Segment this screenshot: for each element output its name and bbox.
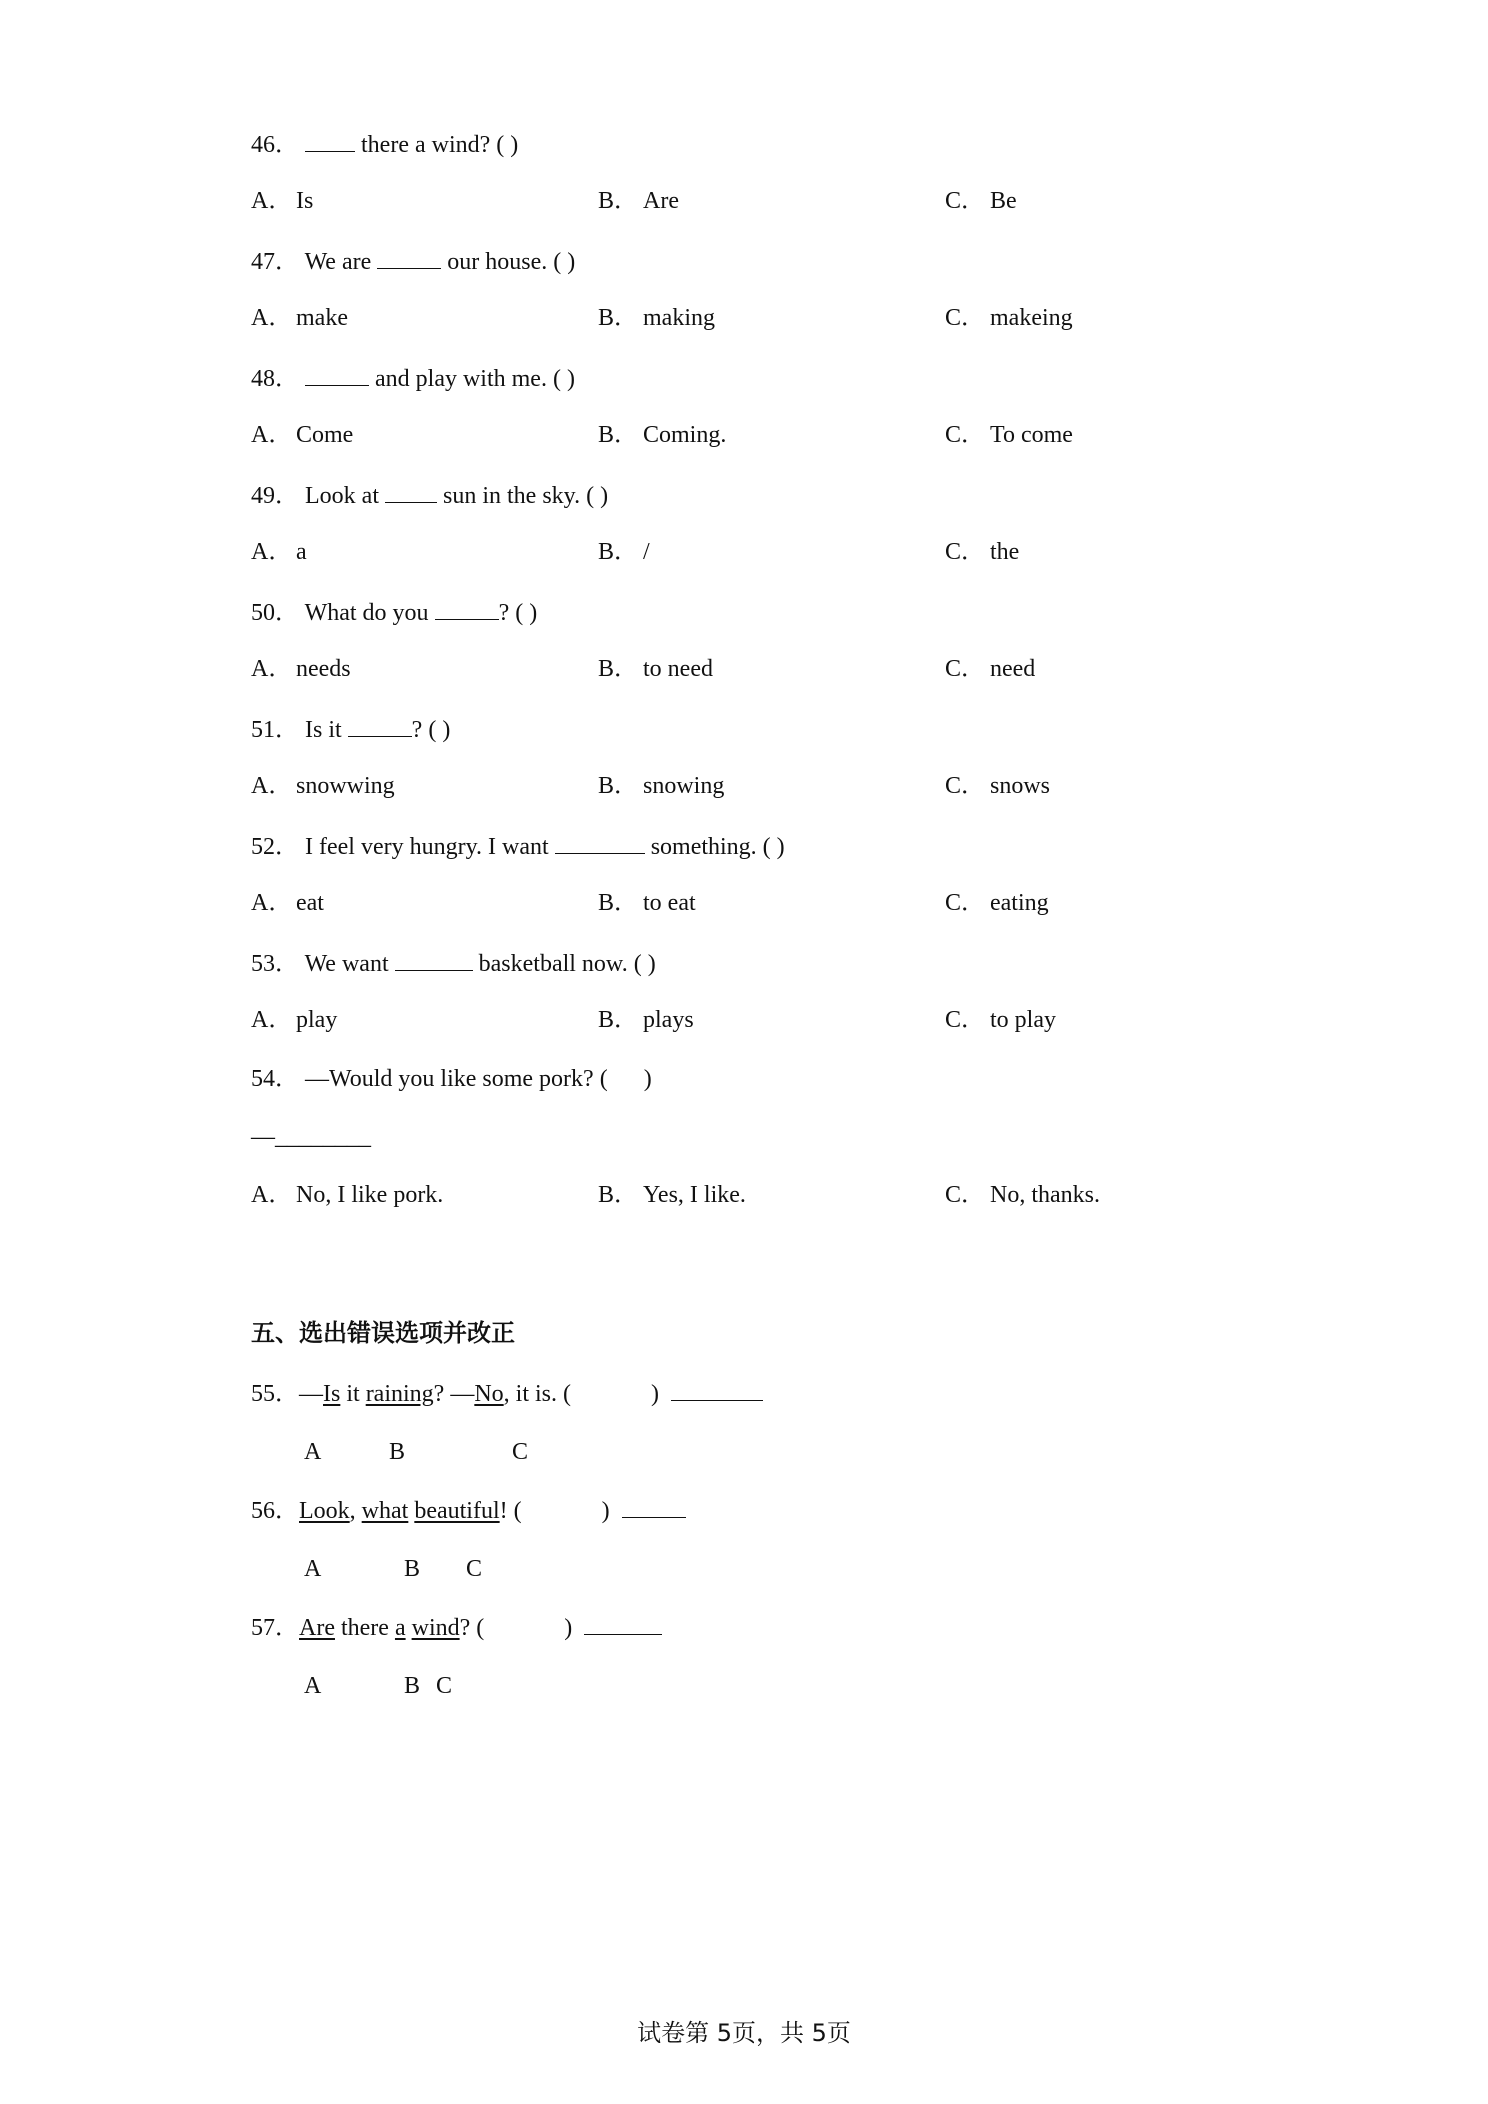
option-51-a[interactable] [251, 771, 395, 801]
option-text: eating [990, 890, 1049, 916]
letter-a: A [304, 1556, 322, 1582]
option-text: Come [296, 422, 354, 448]
option-text: make [296, 305, 348, 331]
correction-blank [584, 1612, 662, 1635]
question-text: — [299, 1381, 323, 1407]
question-54 [251, 1064, 652, 1094]
question-number: 51． [251, 717, 299, 743]
letter-a: A [304, 1673, 322, 1699]
option-text: play [296, 1007, 338, 1033]
option-label: A． [251, 539, 293, 565]
option-text: needs [296, 656, 351, 682]
option-label: B． [598, 539, 639, 565]
question-text: ! ( [499, 1498, 522, 1524]
question-46 [251, 129, 518, 160]
option-text: need [990, 656, 1036, 682]
underlined-word-b: a [394, 1615, 406, 1641]
question-number: 52． [251, 834, 299, 860]
question-text: sun in the sky. ( ) [442, 483, 609, 509]
letter-c: C [466, 1556, 483, 1582]
question-number: 57． [251, 1615, 299, 1641]
option-text: a [296, 539, 307, 565]
underlined-word-a: Are [299, 1615, 335, 1641]
option-48-b[interactable] [598, 420, 726, 450]
option-label: C． [945, 188, 986, 214]
correction-blank [671, 1378, 763, 1401]
option-label: C． [945, 539, 986, 565]
option-52-a[interactable] [251, 888, 324, 918]
letter-a: A [304, 1439, 322, 1465]
answer-blank [348, 714, 412, 737]
option-label: B． [598, 1007, 639, 1033]
option-label: B． [598, 1182, 639, 1208]
option-label: A． [251, 1007, 293, 1033]
question-number: 55． [251, 1381, 299, 1407]
option-52-b[interactable] [598, 888, 696, 918]
option-label: C． [945, 656, 986, 682]
question-text: something. ( ) [650, 834, 785, 860]
question-number: 47． [251, 249, 299, 275]
underlined-word-b: raining [365, 1381, 434, 1407]
question-text: ? — [433, 1381, 475, 1407]
question-number: 49． [251, 483, 299, 509]
option-label: B． [598, 773, 639, 799]
option-49-a[interactable] [251, 537, 307, 567]
underlined-word-c: No [474, 1381, 504, 1407]
option-label: C． [945, 773, 986, 799]
option-label: B． [598, 890, 639, 916]
letter-b: B [404, 1673, 421, 1699]
option-text: No, thanks. [990, 1182, 1100, 1208]
option-label: C． [945, 890, 986, 916]
option-46-c[interactable] [945, 186, 1017, 216]
letter-b: B [404, 1556, 421, 1582]
option-47-c[interactable] [945, 303, 1073, 333]
option-text: Yes, I like. [643, 1182, 746, 1208]
option-50-a[interactable] [251, 654, 351, 684]
underlined-word-a: Is [323, 1381, 341, 1407]
question-48 [251, 363, 575, 394]
answer-blank [435, 597, 499, 620]
question-number: 56． [251, 1498, 299, 1524]
option-label: B． [598, 656, 639, 682]
option-text: Is [296, 188, 314, 214]
option-50-c[interactable] [945, 654, 1035, 684]
correction-blank [622, 1495, 686, 1518]
option-text: makeing [990, 305, 1073, 331]
option-label: C． [945, 1182, 986, 1208]
option-46-a[interactable] [251, 186, 313, 216]
option-54-b[interactable] [598, 1180, 746, 1210]
underlined-word-a: Look [299, 1498, 350, 1524]
letter-b: B [389, 1439, 406, 1465]
question-number: 54． [251, 1066, 299, 1092]
question-text: ) [564, 1615, 573, 1641]
answer-blank [555, 831, 645, 854]
answer-blank [377, 246, 441, 269]
question-text: ) [651, 1381, 660, 1407]
question-text: our house. ( ) [447, 249, 576, 275]
question-52 [251, 831, 785, 862]
question-text: ) [601, 1498, 610, 1524]
option-label: A． [251, 188, 293, 214]
option-49-b[interactable] [598, 537, 650, 567]
option-49-c[interactable] [945, 537, 1019, 567]
question-number: 50． [251, 600, 299, 626]
option-label: B． [598, 188, 639, 214]
option-label: A． [251, 773, 293, 799]
option-text: making [643, 305, 715, 331]
question-51 [251, 714, 450, 745]
option-label: C． [945, 305, 986, 331]
option-label: C． [945, 1007, 986, 1033]
option-51-b[interactable] [598, 771, 724, 801]
option-text: Are [643, 188, 679, 214]
question-text: Is it [305, 717, 342, 743]
question-text: We want [304, 951, 389, 977]
option-label: B． [598, 422, 639, 448]
option-text: the [990, 539, 1020, 565]
option-48-a[interactable] [251, 420, 353, 450]
answer-blank [305, 363, 369, 386]
option-53-b[interactable] [598, 1005, 694, 1035]
question-text: there a wind? ( ) [361, 132, 519, 158]
letter-c: C [436, 1673, 453, 1699]
option-51-c[interactable] [945, 771, 1050, 801]
reply-line [251, 1122, 371, 1152]
option-text: to play [990, 1007, 1056, 1033]
option-53-c[interactable] [945, 1005, 1056, 1035]
question-text: What do you [304, 600, 429, 626]
option-54-c[interactable] [945, 1180, 1100, 1210]
underlined-word-b: what [361, 1498, 409, 1524]
option-text: snowwing [296, 773, 395, 799]
option-text: No, I like pork. [296, 1182, 444, 1208]
question-text: it [340, 1381, 366, 1407]
option-text: snowing [643, 773, 725, 799]
question-text: there [334, 1615, 395, 1641]
letter-c: C [512, 1439, 529, 1465]
question-number: 46． [251, 132, 299, 158]
reply-blank: —________ [251, 1124, 371, 1150]
answer-blank [395, 948, 473, 971]
option-label: A． [251, 656, 293, 682]
question-text: We are [304, 249, 372, 275]
question-text: Look at [305, 483, 379, 509]
section-heading: 五、选出错误选项并改正 [251, 1319, 515, 1347]
option-47-a[interactable] [251, 303, 348, 333]
option-label: A． [251, 305, 293, 331]
option-label: A． [251, 422, 293, 448]
question-55 [251, 1378, 763, 1409]
question-text: , it is. ( [503, 1381, 572, 1407]
option-53-a[interactable] [251, 1005, 337, 1035]
question-57 [251, 1612, 662, 1643]
option-label: A． [251, 890, 293, 916]
option-label: C． [945, 422, 986, 448]
question-53 [251, 948, 656, 979]
option-50-b[interactable] [598, 654, 713, 684]
option-text: To come [990, 422, 1073, 448]
underlined-word-c: wind [411, 1615, 460, 1641]
page-footer: 试卷第 5页，共 5页 [637, 2019, 851, 2047]
question-text: , [349, 1498, 362, 1524]
question-text: and play with me. ( ) [375, 366, 575, 392]
question-text: ? ( ) [411, 717, 451, 743]
question-text: ? ( ) [498, 600, 538, 626]
option-text: / [643, 539, 650, 565]
question-text: I feel very hungry. I want [305, 834, 549, 860]
option-label: B． [598, 305, 639, 331]
option-text: eat [296, 890, 324, 916]
question-49 [251, 480, 608, 511]
option-47-b[interactable] [598, 303, 715, 333]
question-text: ) [607, 1066, 652, 1092]
option-text: to eat [643, 890, 696, 916]
question-56 [251, 1495, 686, 1526]
question-47 [251, 246, 575, 277]
question-text: ? ( [459, 1615, 485, 1641]
question-number: 53． [251, 951, 299, 977]
option-text: Coming. [643, 422, 727, 448]
answer-blank [385, 480, 437, 503]
option-46-b[interactable] [598, 186, 679, 216]
option-48-c[interactable] [945, 420, 1073, 450]
answer-blank [305, 129, 355, 152]
question-50 [251, 597, 537, 628]
option-text: Be [990, 188, 1017, 214]
option-text: snows [990, 773, 1051, 799]
question-text: basketball now. ( ) [478, 951, 656, 977]
question-number: 48． [251, 366, 299, 392]
option-text: plays [643, 1007, 694, 1033]
question-text: —Would you like some pork? ( [305, 1066, 608, 1092]
option-54-a[interactable] [251, 1180, 443, 1210]
underlined-word-c: beautiful [414, 1498, 500, 1524]
option-text: to need [643, 656, 713, 682]
option-52-c[interactable] [945, 888, 1049, 918]
option-label: A． [251, 1182, 293, 1208]
